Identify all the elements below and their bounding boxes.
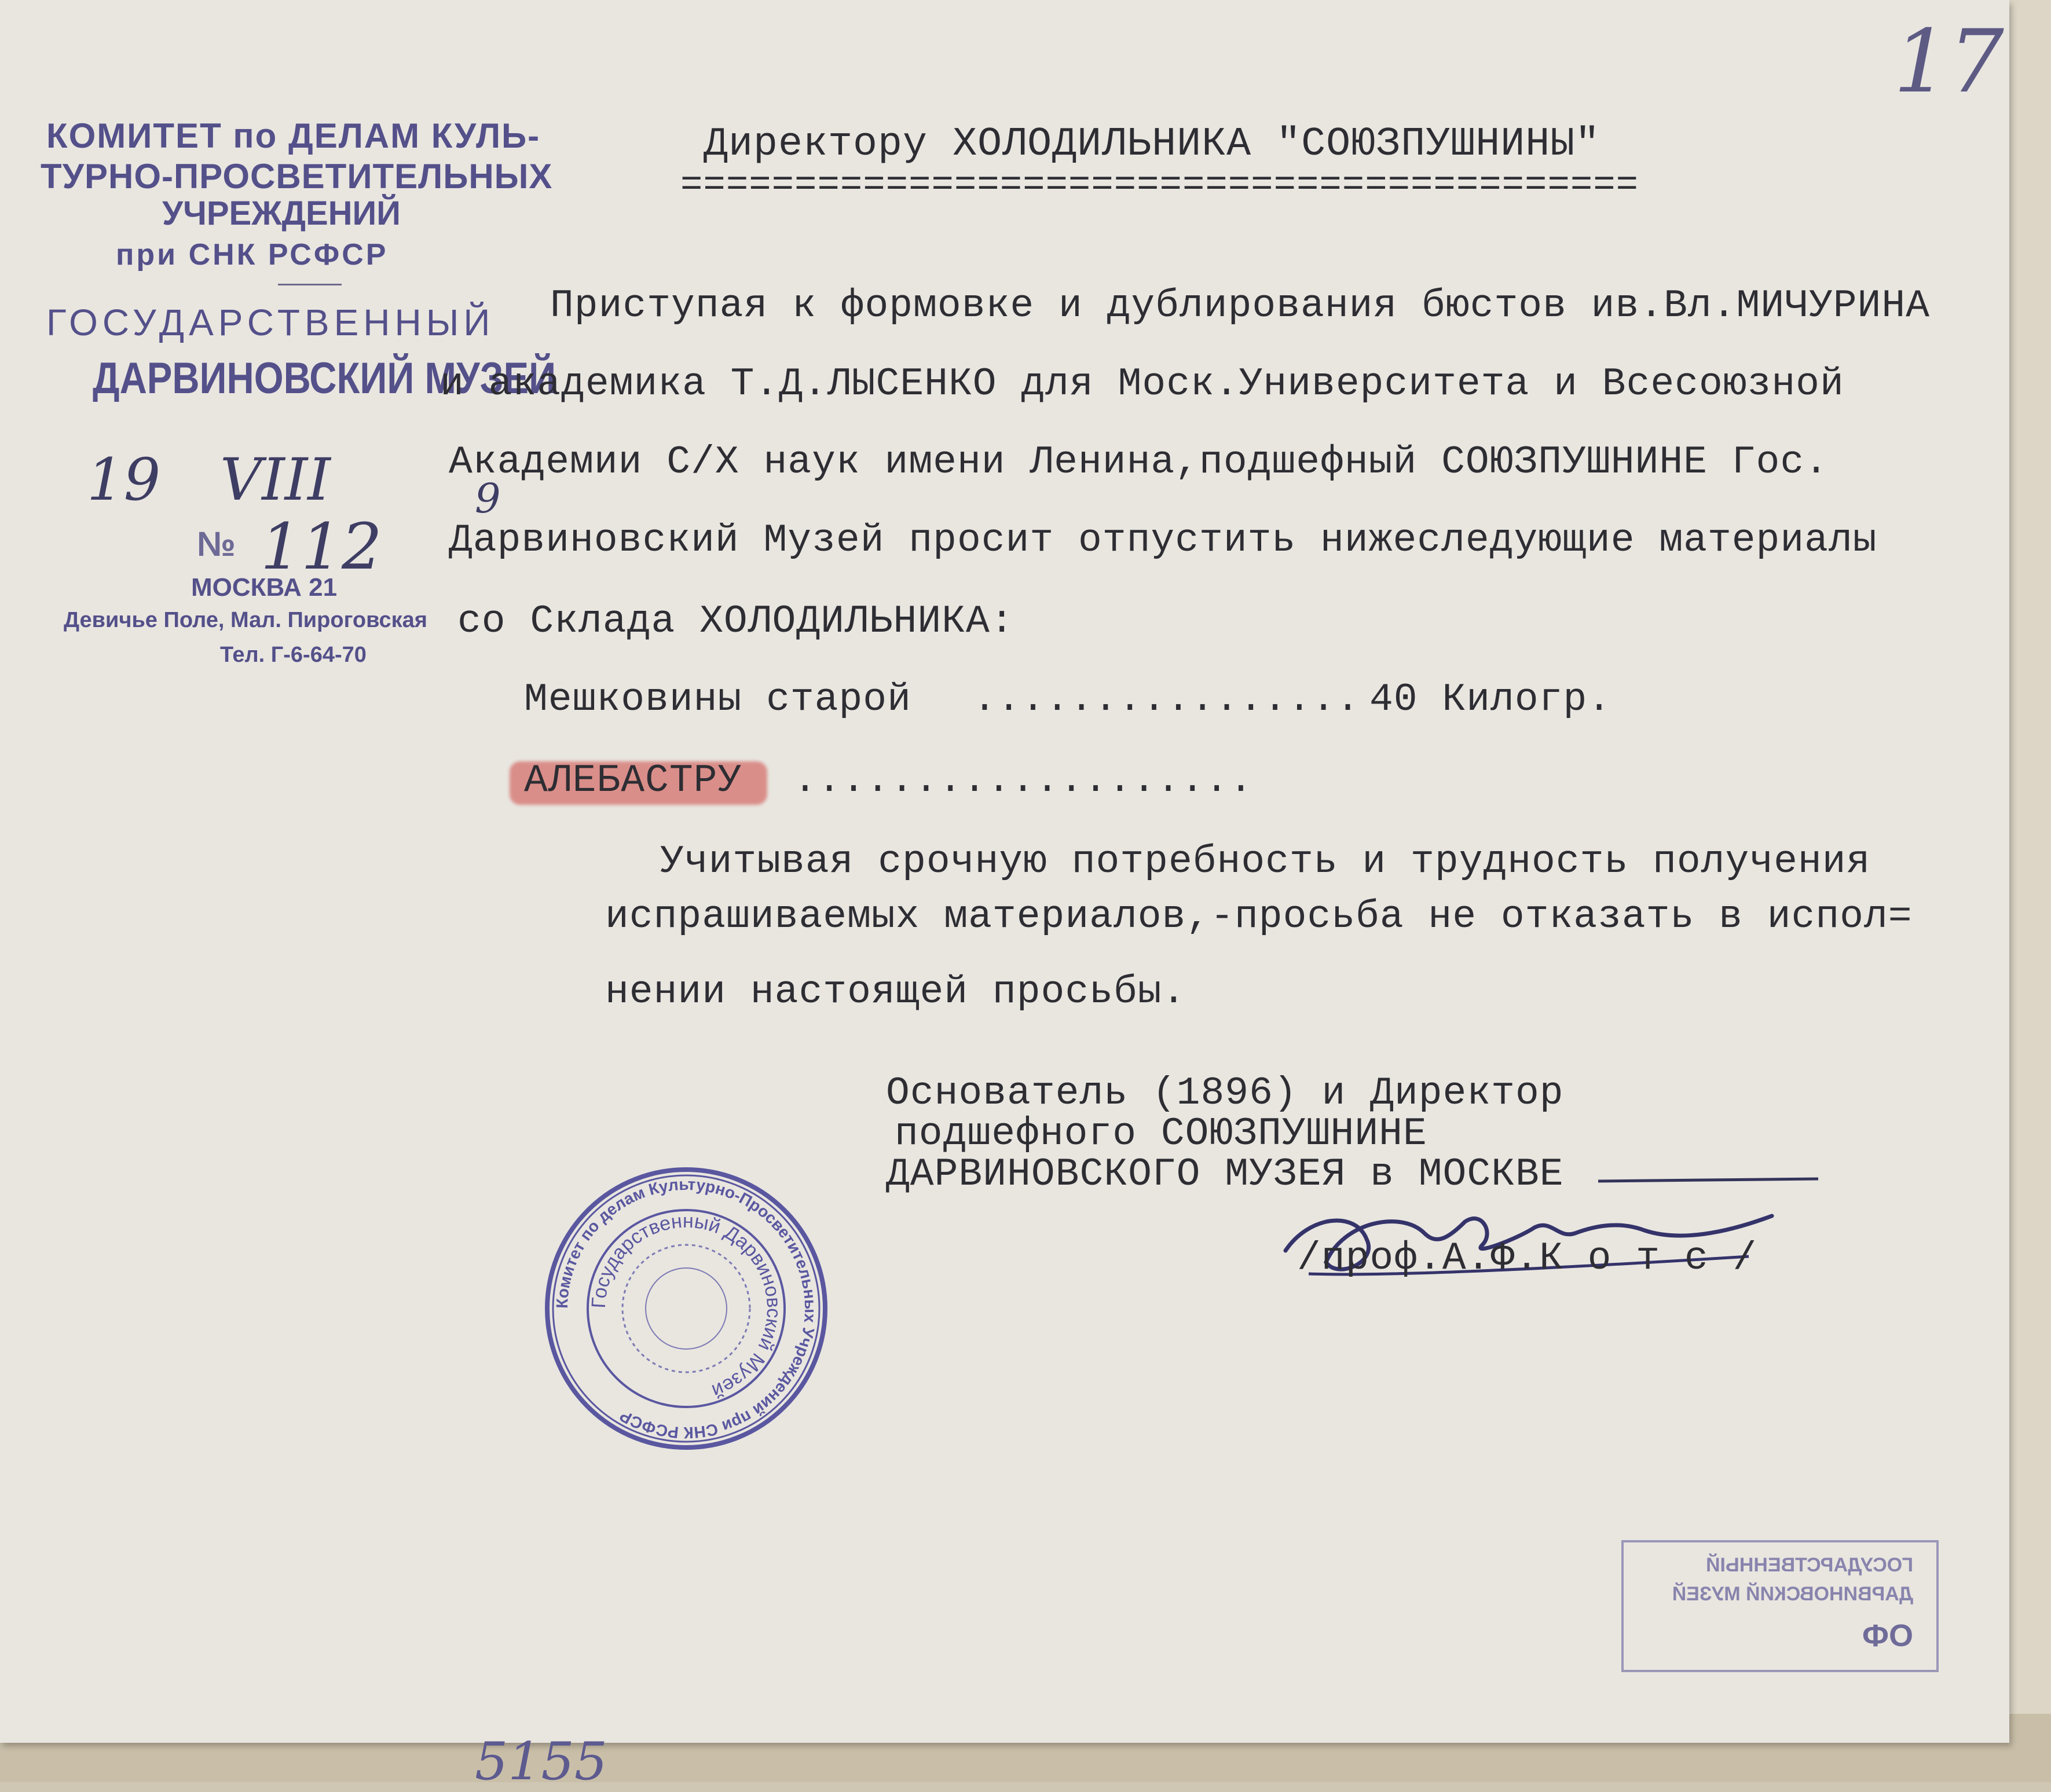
stamp-line-institutions: УЧРЕЖДЕНИЙ <box>162 195 401 232</box>
stamp-line-state: ГОСУДАРСТВЕННЫЙ <box>46 302 495 343</box>
seal-outer-text: Комитет по делам Культурно-Просветительных Учреждений при СНК РСФСР <box>552 1175 820 1442</box>
stamp-address: Девичье Поле, Мал. Пироговская <box>64 608 427 632</box>
archive-stamp-line-1: ГОСУДАРСТВЕННЫЙ <box>1706 1554 1913 1576</box>
archive-stamp-line-3: ОФ <box>1862 1618 1913 1653</box>
archive-stamp-line-2: ДАРВИНОВСКИЙ МУЗЕЙ <box>1672 1583 1913 1605</box>
signature-title-2: подшефного СОЮЗПУШНИНЕ <box>895 1112 1427 1156</box>
seal-inner-text: Государственный Дарвиновский Музей <box>587 1210 785 1402</box>
body-line-5: со Склада ХОЛОДИЛЬНИКА: <box>457 599 1014 644</box>
svg-text:Государственный Дарвиновский М <box>588 1210 785 1402</box>
stamp-date-extra: 9 <box>475 475 501 522</box>
signatory-name: /проф.А.Ф.К о т с / <box>1297 1236 1757 1281</box>
body-line-3: Академии С/Х наук имени Ленина,подшефный СОЮЗПУШНИНЕ Гос. <box>449 440 1829 485</box>
stamp-line-snk: при СНК РСФСР <box>116 238 389 272</box>
stamp-date-month: VIII <box>220 446 331 514</box>
stamp-number-value: 112 <box>261 510 382 584</box>
item-name: Мешковины старой <box>524 677 911 722</box>
item-qty: 40 Килогр. <box>1369 677 1612 722</box>
item-dots: ................... <box>793 758 1254 803</box>
stamp-divider <box>278 284 342 285</box>
stamp-phone: Тел. Г-6-64-70 <box>220 643 367 667</box>
body-line-4: Дарвиновский Музей просит отпустить нижеследующие материалы <box>449 518 1877 563</box>
stamp-number-label: № <box>197 525 236 563</box>
body-line-1: Приступая к формовке и дублирования бюстов ив.Вл.МИЧУРИНА <box>550 284 1930 328</box>
stamp-line-cultural: ТУРНО-ПРОСВЕТИТЕЛЬНЫХ <box>41 157 553 196</box>
closing-line-1: Учитывая срочную потребность и трудность получения <box>660 840 1871 884</box>
body-line-2: и академика Т.Д.ЛЫСЕНКО для Моск.Университета и Всесоюзной <box>440 362 1844 406</box>
closing-line-3: нении настоящей просьбы. <box>605 970 1186 1014</box>
signature-title-3: ДАРВИНОВСКОГО МУЗЕЯ в МОСКВЕ <box>886 1152 1564 1197</box>
item-name: АЛЕБАСТРУ <box>524 758 742 803</box>
item-dots: ................ <box>973 677 1360 722</box>
stamp-line-committee: КОМИТЕТ по ДЕЛАМ КУЛЬ- <box>46 116 541 155</box>
archive-stamp <box>1621 1540 1939 1672</box>
stamp-line-museum: ДАРВИНОВСКИЙ МУЗЕЙ <box>93 354 556 403</box>
addressee-underline: ========================================== <box>680 165 1639 207</box>
stamp-city: МОСКВА 21 <box>191 573 338 602</box>
bottom-handwriting: 5155 <box>475 1731 608 1792</box>
addressee: Директору ХОЛОДИЛЬНИКА "СОЮЗПУШНИНЫ" <box>704 122 1600 167</box>
closing-line-2: испрашиваемых материалов,-просьба не отказать в испол= <box>605 895 1913 939</box>
page-number: 17 <box>1893 12 2004 112</box>
signature-title-1: Основатель (1896) и Директор <box>886 1071 1564 1116</box>
round-seal-graphic <box>541 1164 831 1453</box>
stamp-date-day: 19 <box>87 446 161 514</box>
